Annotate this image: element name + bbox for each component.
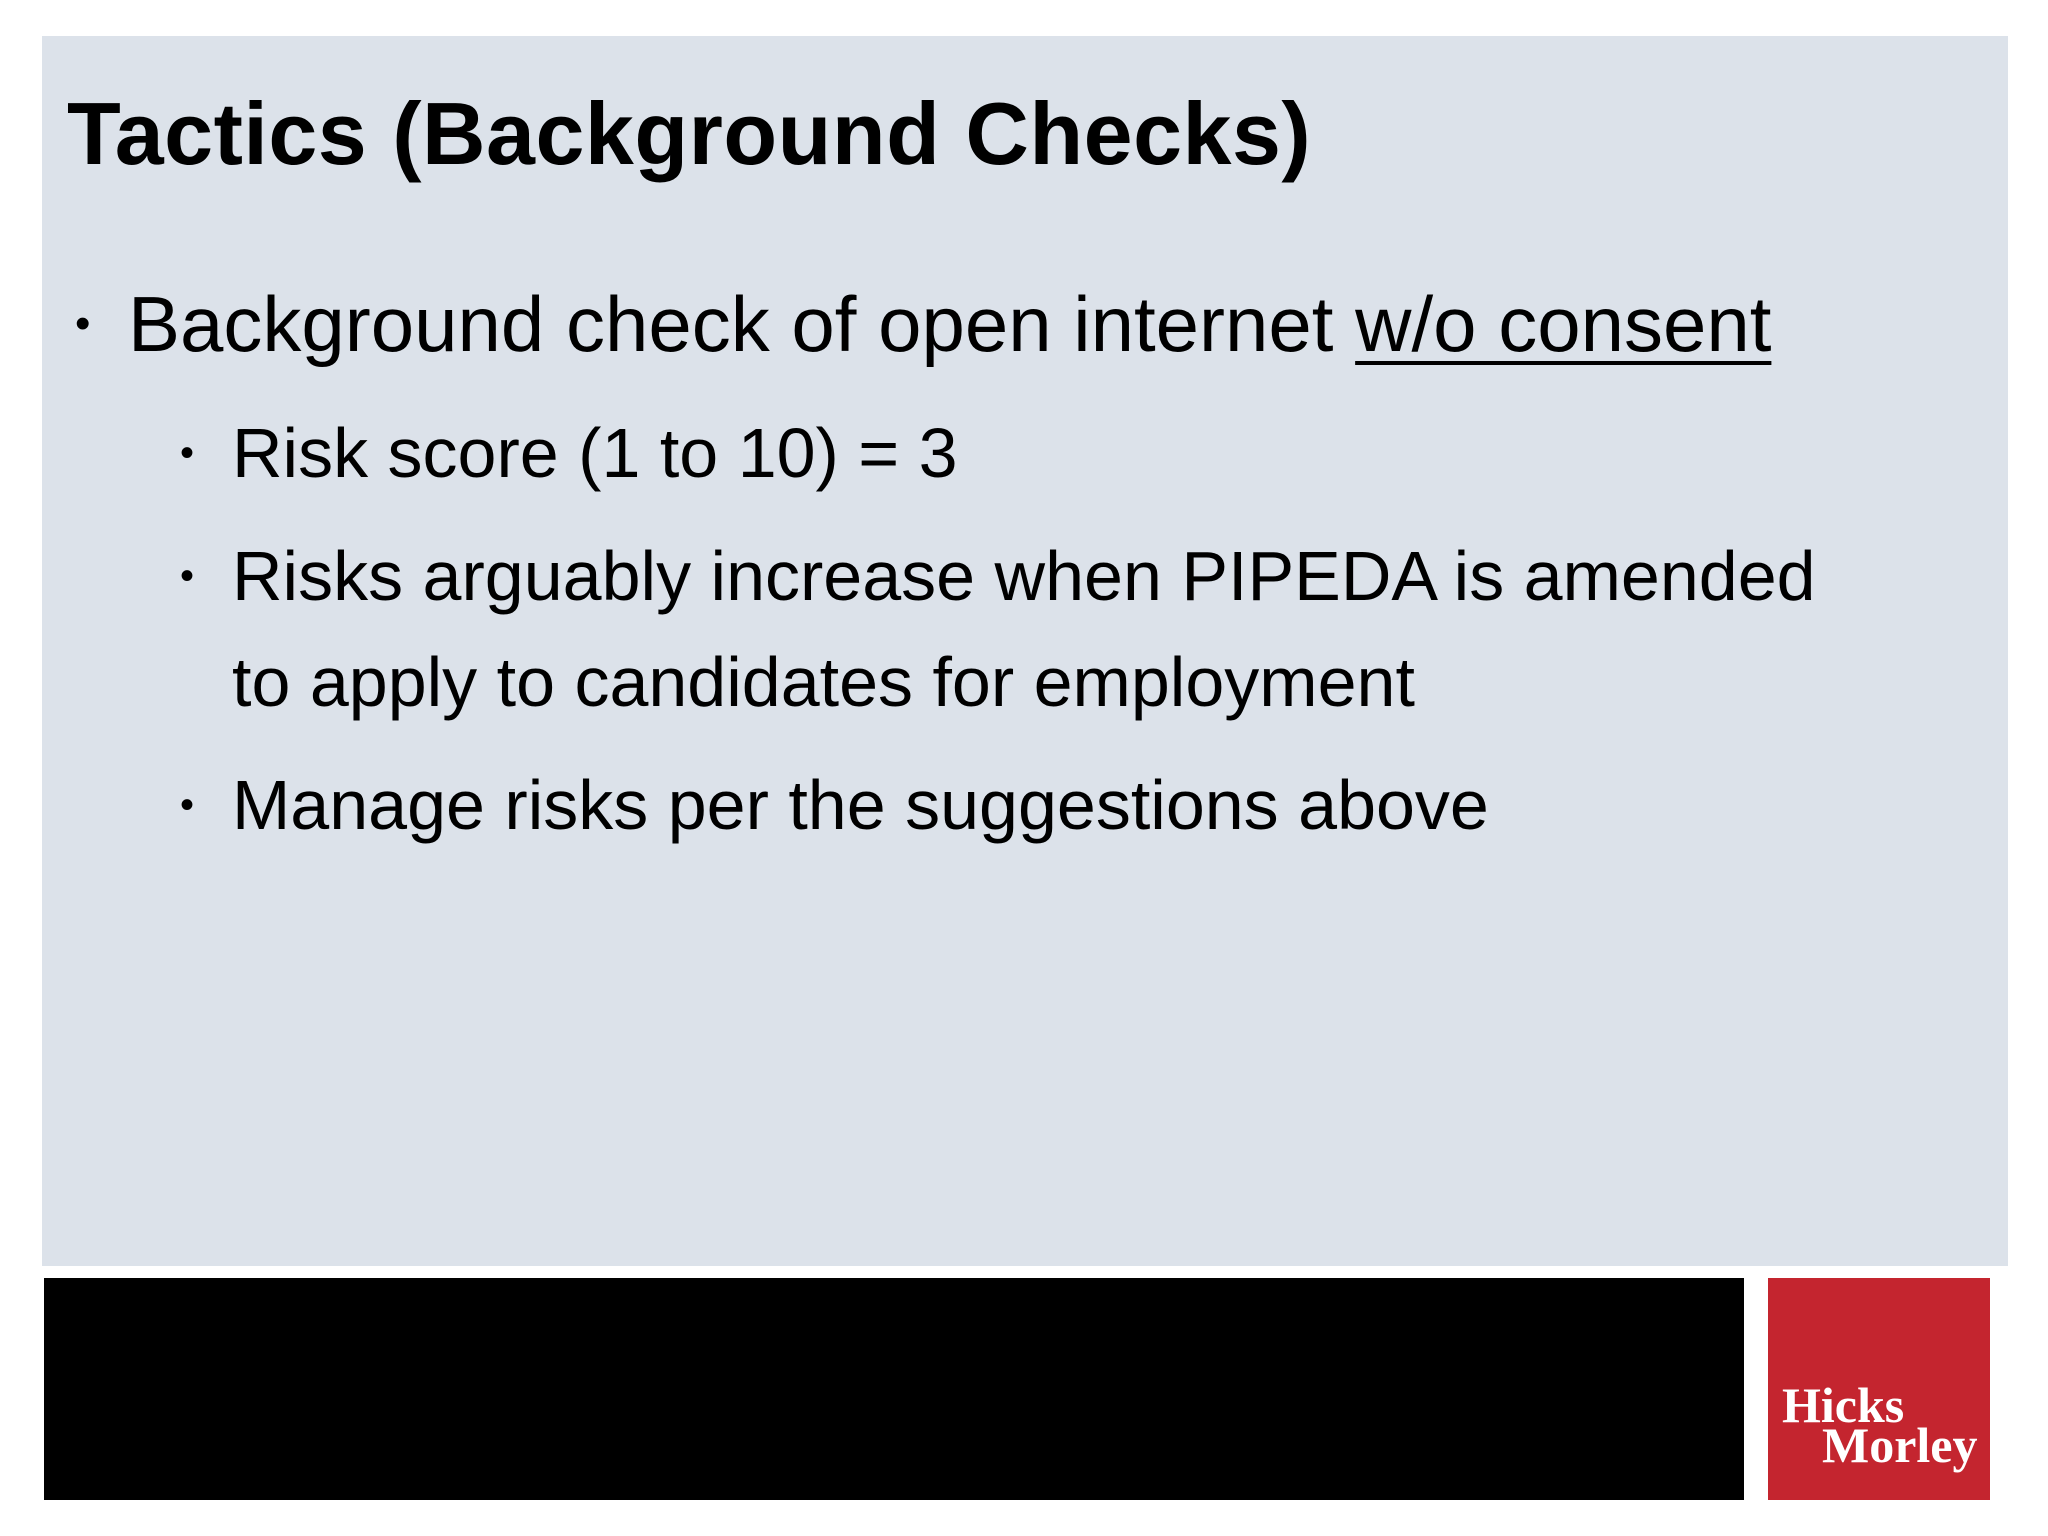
sub-bullet-text: [232, 523, 1992, 735]
logo-line-2: Morley: [1822, 1417, 1978, 1473]
footer-bar: [44, 1278, 1744, 1500]
logo-wordmark: [1768, 1278, 1990, 1500]
bullet-dot: •: [180, 431, 195, 475]
bullet-text: [128, 278, 1771, 370]
sub-bullet-line-1: Manage risks per the suggestions above: [232, 766, 1489, 844]
bullet-dot: •: [180, 783, 195, 827]
sub-bullet-line-2: to apply to candidates for employment: [232, 643, 1415, 721]
logo-line-1: Hicks: [1782, 1377, 1905, 1433]
bullet-dot: •: [75, 299, 91, 348]
bullet-text-main: Background check of open internet: [128, 280, 1356, 368]
bullet-text-underlined: w/o consent: [1355, 280, 1772, 368]
slide-title: Tactics (Background Checks): [67, 84, 1312, 183]
sub-bullet-line-1: Risks arguably increase when PIPEDA is amended: [232, 537, 1816, 615]
sub-bullet-line-1: Risk score (1 to 10) = 3: [232, 414, 958, 492]
sub-bullet-text: [232, 400, 1992, 506]
bullet-dot: •: [180, 554, 195, 598]
hicks-morley-logo: [1768, 1278, 1990, 1500]
sub-bullet-text: [232, 752, 1992, 858]
